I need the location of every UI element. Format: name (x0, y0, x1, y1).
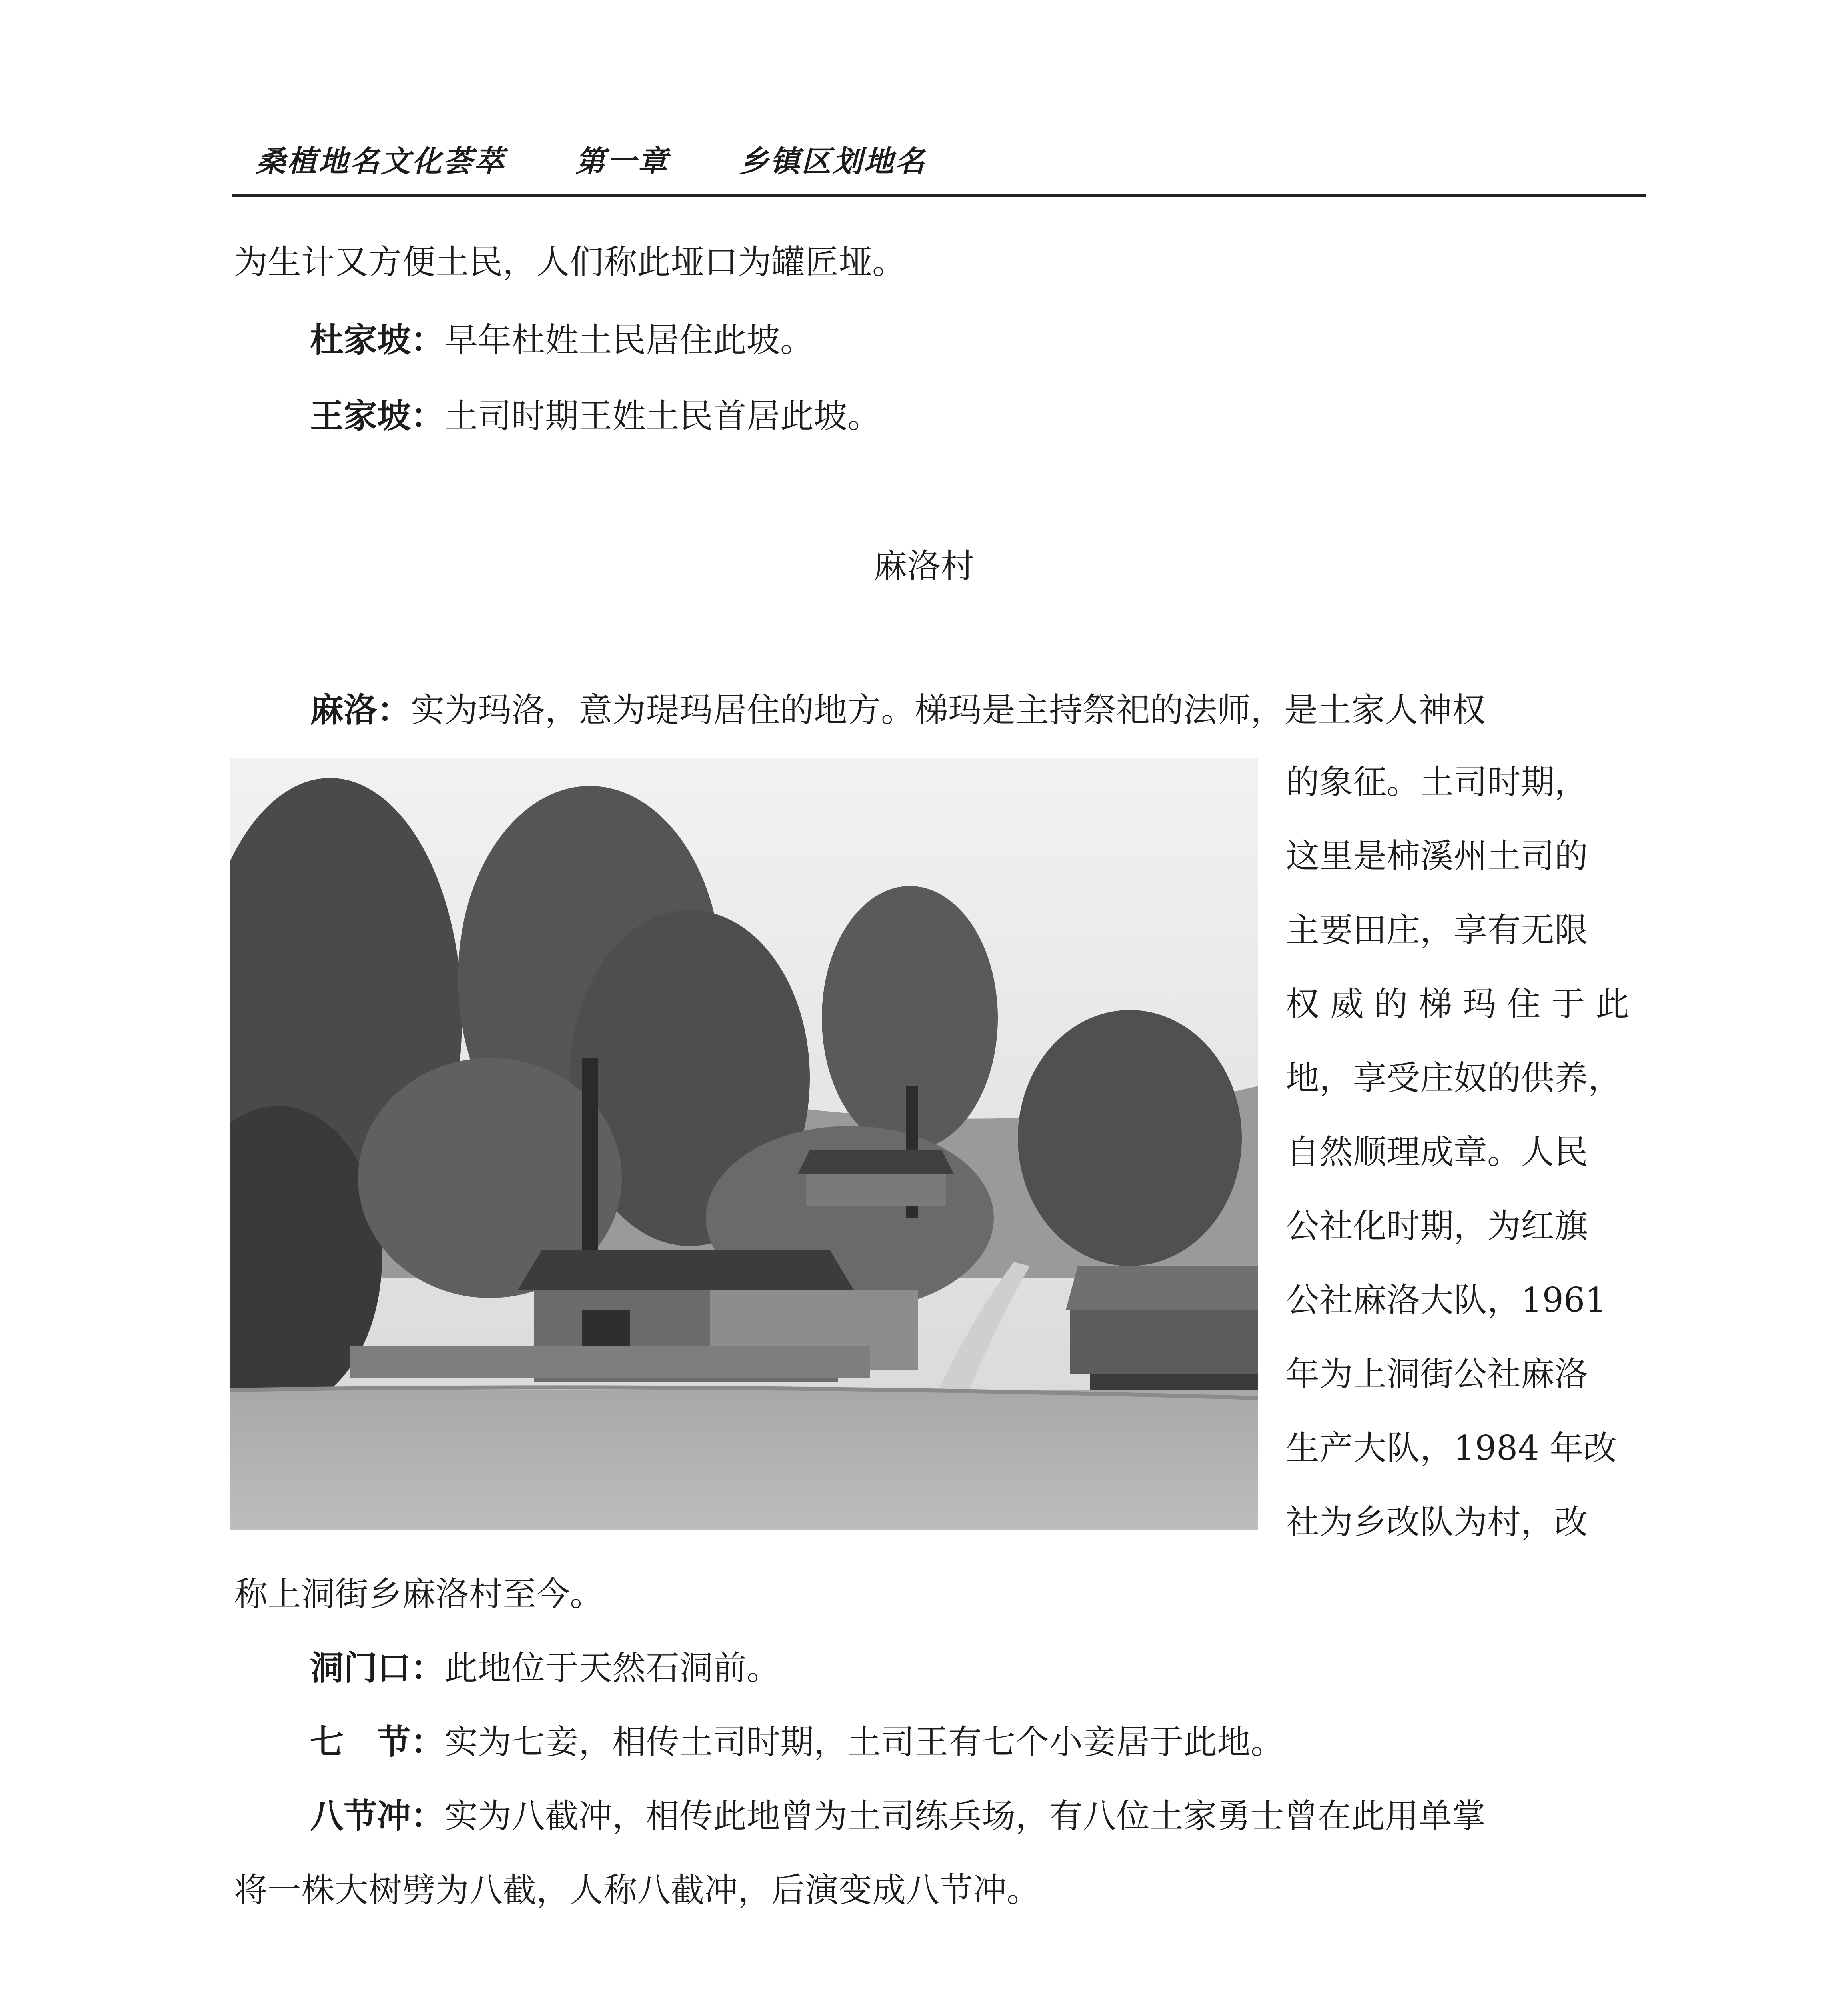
chapter-label: 第一章 (575, 144, 669, 179)
section-title-maluo: 麻洛村 (873, 546, 975, 586)
entry-term: 八节冲： (310, 1796, 445, 1836)
intro-line: 为生计又方便土民，人们称此垭口为罐匠垭。 (234, 242, 906, 282)
entry-term: 洞门口： (310, 1648, 445, 1688)
bajiechong-continuation: 将一株大树劈为八截，人称八截冲，后演变成八节冲。 (234, 1870, 1041, 1910)
entry-dongmenkou (310, 1648, 780, 1688)
entry-text: 实为八截冲，相传此地曾为土司练兵场，有八位土家勇士曾在此用单掌 (444, 1796, 1486, 1836)
entry-term: 七 节： (310, 1722, 445, 1762)
wrapped-line: 年为上洞街公社麻洛 (1286, 1354, 1588, 1394)
wrapped-line: 主要田庄，享有无限 (1286, 910, 1588, 950)
entry-text: 早年杜姓土民居住此坡。 (444, 320, 814, 360)
entry-text: 实为玛洛，意为瑅玛居住的地方。梯玛是主持祭祀的法师，是土家人神权 (411, 690, 1486, 730)
entry-qijie (310, 1722, 1284, 1762)
wrapped-line: 公社化时期，为红旗 (1286, 1206, 1588, 1246)
entry-term: 麻洛： (310, 690, 411, 730)
wrapped-line: 自然顺理成章。人民 (1286, 1132, 1588, 1172)
entry-text: 实为七妾，相传土司时期，土司王有七个小妾居于此地。 (444, 1722, 1285, 1762)
wrapped-line: 权 威 的 梯 玛 住 于 此 (1286, 984, 1629, 1024)
entry-bajiechong (310, 1796, 1486, 1836)
entry-term: 王家坡： (310, 396, 445, 436)
entry-text: 土司时期王姓土民首居此坡。 (444, 396, 881, 436)
running-header (256, 138, 926, 180)
entry-dujiapo (310, 320, 814, 360)
chapter-title: 乡镇区划地名 (739, 144, 926, 179)
header-rule (232, 194, 1646, 197)
wrapped-line: 公社麻洛大队，1961 (1286, 1280, 1606, 1320)
entry-wangjiapo (310, 396, 881, 436)
wrapped-line: 这里是柿溪州土司的 (1286, 836, 1588, 876)
maluo-lead (310, 690, 1486, 730)
wrapped-line: 地，享受庄奴的供养， (1286, 1058, 1622, 1098)
book-title: 桑植地名文化荟萃 (256, 144, 505, 179)
wrapped-line: 生产大队，1984 年改 (1286, 1428, 1617, 1468)
after-photo-line: 称上洞街乡麻洛村至今。 (234, 1574, 604, 1614)
wrapped-line: 的象征。土司时期， (1286, 762, 1588, 802)
entry-term: 杜家坡： (310, 320, 445, 360)
village-photo (230, 758, 1258, 1530)
entry-text: 此地位于天然石洞前。 (444, 1648, 781, 1688)
wrapped-line: 社为乡改队为村，改 (1286, 1502, 1588, 1542)
